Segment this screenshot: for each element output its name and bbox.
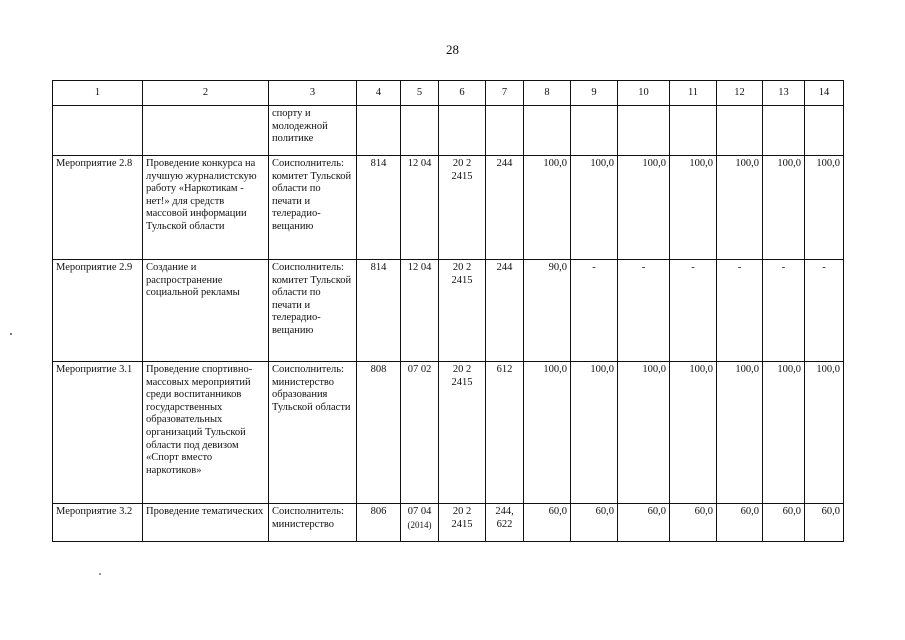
table-cell-value: 100,0 — [670, 362, 717, 504]
table-cell-executor: Соисполнитель: комитет Тульской области по печати и телерадио-вещанию — [269, 156, 357, 260]
table-cell — [670, 106, 717, 156]
table-cell-section — [401, 156, 439, 260]
table-cell-value: 60,0 — [805, 504, 844, 542]
table-cell-section — [401, 504, 439, 542]
table-cell-target: 20 2 2415 — [439, 504, 486, 542]
table-cell-executor: спорту и молодежной политике — [269, 106, 357, 156]
table-cell-value: 100,0 — [805, 156, 844, 260]
header-cell: 8 — [524, 81, 571, 106]
table-cell-section — [401, 362, 439, 504]
table-row — [53, 156, 844, 260]
header-cell: 13 — [763, 81, 805, 106]
table-cell-description: Проведение тематических — [143, 504, 269, 542]
table-cell-value: - — [670, 260, 717, 362]
table-cell-value: 100,0 — [618, 156, 670, 260]
table-cell-section — [401, 260, 439, 362]
section-code: 07 04 — [407, 506, 432, 517]
table-cell-type: 244, 622 — [486, 504, 524, 542]
header-cell: 11 — [670, 81, 717, 106]
budget-table — [52, 80, 844, 542]
table-cell-value: 60,0 — [763, 504, 805, 542]
header-cell: 1 — [53, 81, 143, 106]
table-cell-value: - — [763, 260, 805, 362]
section-code: 12 04 — [407, 158, 432, 169]
table-cell-executor: Соисполнитель: комитет Тульской области по печати и телерадио-вещанию — [269, 260, 357, 362]
table-cell-target: 20 2 2415 — [439, 260, 486, 362]
table-cell — [618, 106, 670, 156]
table-cell-target: 20 2 2415 — [439, 156, 486, 260]
table-cell-value: 100,0 — [717, 156, 763, 260]
header-cell: 4 — [357, 81, 401, 106]
table-cell-value: - — [618, 260, 670, 362]
section-code: 12 04 — [407, 262, 432, 273]
table-cell-value: - — [805, 260, 844, 362]
table-row — [53, 504, 844, 542]
header-cell: 3 — [269, 81, 357, 106]
section-year-note: (2014) — [407, 519, 432, 530]
table-cell-description: Создание и распространение социальной рекламы — [143, 260, 269, 362]
table-cell — [763, 106, 805, 156]
table-cell — [357, 106, 401, 156]
table-cell-value: 100,0 — [717, 362, 763, 504]
table-cell — [439, 106, 486, 156]
table-cell-event: Мероприятие 3.1 — [53, 362, 143, 504]
continuation-row — [53, 106, 844, 156]
table-cell-type: 244 — [486, 156, 524, 260]
table-cell-value: 60,0 — [670, 504, 717, 542]
table-cell-value: 60,0 — [524, 504, 571, 542]
table-cell — [571, 106, 618, 156]
scan-speck — [99, 573, 101, 575]
section-code: 07 02 — [407, 364, 432, 375]
table-row — [53, 260, 844, 362]
table-cell-description: Проведение спортивно-массовых мероприятий среди воспитанников государственных образовательных организаций Тульской области под девизом «Спорт вместо наркотиков» — [143, 362, 269, 504]
table-cell-value: 100,0 — [524, 156, 571, 260]
scan-speck — [10, 333, 12, 335]
table-cell-code: 814 — [357, 260, 401, 362]
table-cell-executor: Соисполнитель: министерство образования Тульской области — [269, 362, 357, 504]
table-cell-code: 808 — [357, 362, 401, 504]
table-cell-value: - — [571, 260, 618, 362]
header-row — [53, 81, 844, 106]
table-cell-value: 100,0 — [571, 156, 618, 260]
table-cell-value: - — [717, 260, 763, 362]
table-cell-value: 100,0 — [571, 362, 618, 504]
header-cell: 10 — [618, 81, 670, 106]
header-cell: 5 — [401, 81, 439, 106]
table-cell-type: 612 — [486, 362, 524, 504]
table-cell-value: 90,0 — [524, 260, 571, 362]
table-cell-value: 100,0 — [524, 362, 571, 504]
table-cell-value: 100,0 — [618, 362, 670, 504]
table-cell — [524, 106, 571, 156]
table-cell-value: 60,0 — [717, 504, 763, 542]
table-cell — [401, 106, 439, 156]
header-cell: 12 — [717, 81, 763, 106]
table-cell-type: 244 — [486, 260, 524, 362]
table-cell-value: 100,0 — [670, 156, 717, 260]
table-cell-event: Мероприятие 2.8 — [53, 156, 143, 260]
table-cell-code: 806 — [357, 504, 401, 542]
table-cell-value: 100,0 — [763, 156, 805, 260]
table-cell-executor: Соисполнитель: министерство — [269, 504, 357, 542]
table-cell-event: Мероприятие 3.2 — [53, 504, 143, 542]
page-number: 28 — [446, 42, 459, 57]
table-cell-value: 100,0 — [763, 362, 805, 504]
header-cell: 14 — [805, 81, 844, 106]
table-cell — [486, 106, 524, 156]
table-cell-value: 60,0 — [618, 504, 670, 542]
table-cell-value: 60,0 — [571, 504, 618, 542]
table-cell-target: 20 2 2415 — [439, 362, 486, 504]
header-cell: 7 — [486, 81, 524, 106]
table-cell-value: 100,0 — [805, 362, 844, 504]
table-cell — [143, 106, 269, 156]
table-cell — [717, 106, 763, 156]
table-cell — [53, 106, 143, 156]
table-row — [53, 362, 844, 504]
table-cell-description: Проведение конкурса на лучшую журналистскую работу «Наркотикам - нет!» для средств массовой информации Тульской области — [143, 156, 269, 260]
table-cell-code: 814 — [357, 156, 401, 260]
table-cell-event: Мероприятие 2.9 — [53, 260, 143, 362]
header-cell: 9 — [571, 81, 618, 106]
header-cell: 6 — [439, 81, 486, 106]
table-cell — [805, 106, 844, 156]
header-cell: 2 — [143, 81, 269, 106]
